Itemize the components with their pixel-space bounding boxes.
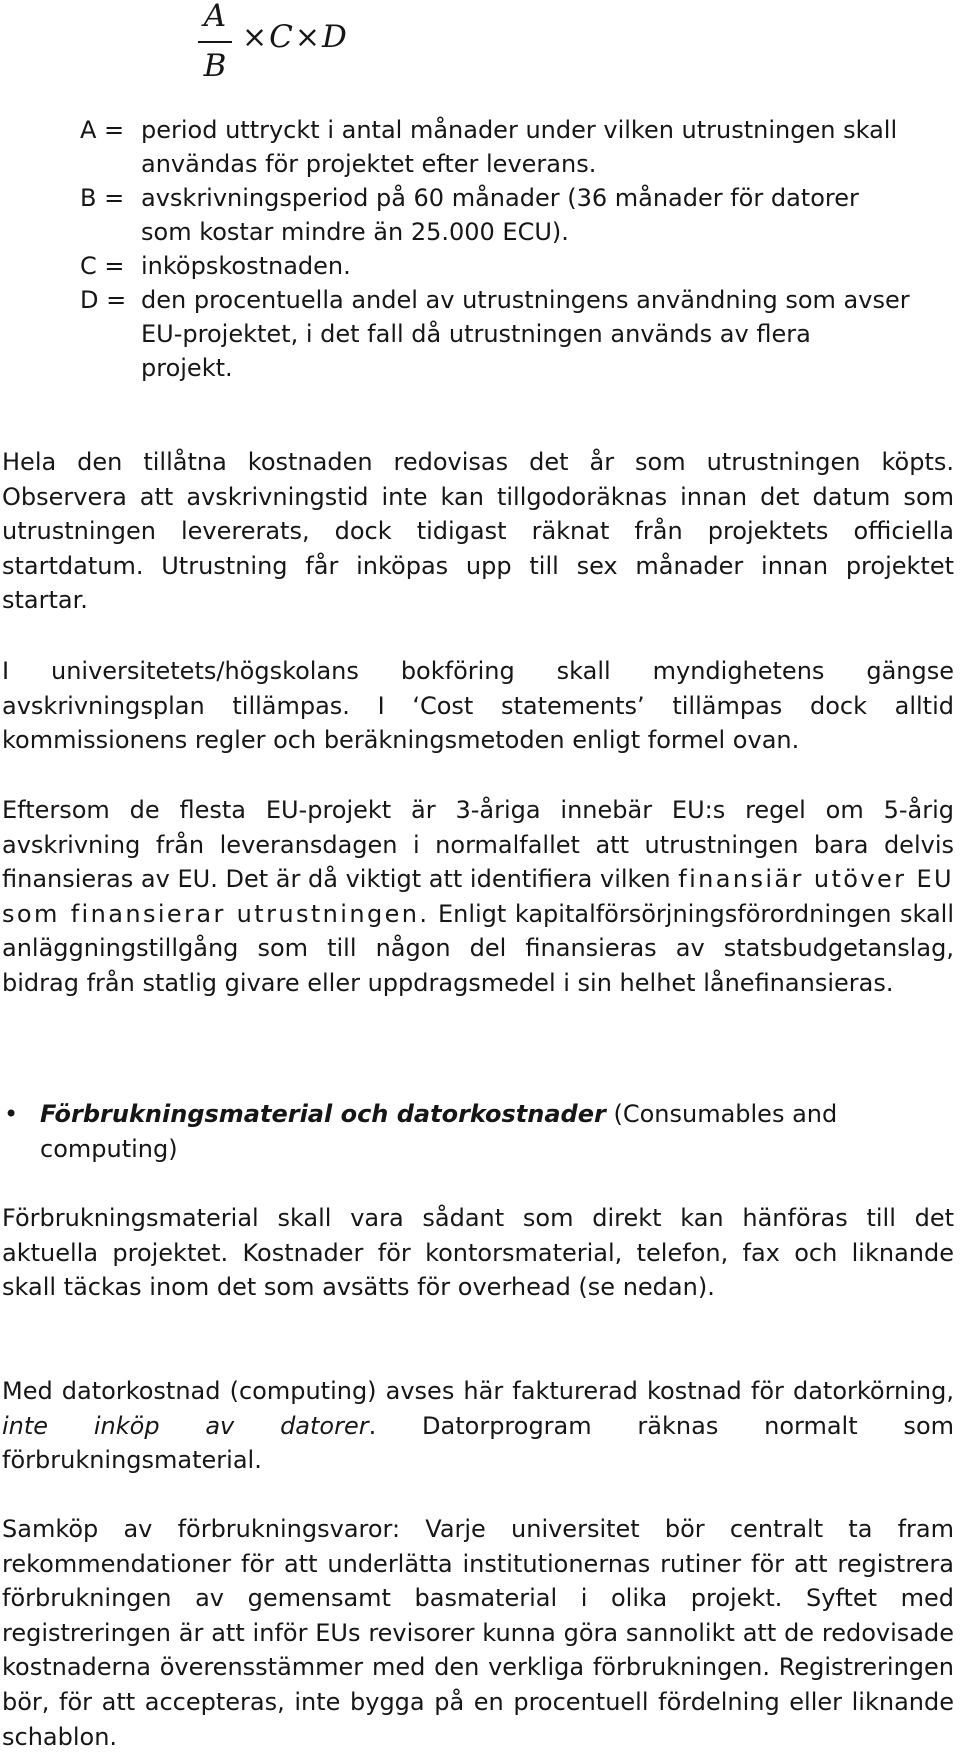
definition-item <box>80 283 910 385</box>
paragraph-accounting: I universitetets/högskolans bokföring skall myndighetens gängse avskrivningsplan tillämpas. I ‘Cost statements’ tillämpas dock alltid kommissionens regler och beräkningsmetoden enligt formel ovan. <box>2 657 954 755</box>
formula-var-c: C <box>269 19 293 55</box>
definition-key: B = <box>80 184 125 212</box>
paragraph-text: Enligt kapitalförsörjningsförordningen skall anläggningstillgång som till någon del finansieras av statsbudgetanslag, bidrag från statlig givare eller uppdragsmedel i sin helhet lånefinansieras. <box>2 899 954 997</box>
definition-text: inköpskostnaden. <box>141 252 351 280</box>
times-sign: × <box>242 20 268 55</box>
definition-text: avskrivningsperiod på 60 månader (36 månader för datorer som kostar mindre än 25.000 ECU). <box>141 184 859 246</box>
definition-item <box>80 249 910 283</box>
definition-item <box>80 113 910 181</box>
paragraph-computing <box>2 1374 954 1478</box>
fraction-bar <box>198 41 232 43</box>
paragraph-text: . Datorprogram räknas normalt som förbrukningsmaterial. <box>2 1411 954 1475</box>
paragraph-financing <box>2 793 954 1001</box>
emphasis-text: inte inköp av datorer <box>2 1411 369 1440</box>
paragraph-text: Med datorkostnad (computing) avses här fakturerad kostnad för datorkörning, <box>2 1377 954 1405</box>
paragraph-text: finansiär utöver EU som finansierar utrustningen. <box>2 865 954 928</box>
paragraph-consumables: Förbrukningsmaterial skall vara sådant som direkt kan hänföras till det aktuella projektet. Kostnader för kontorsmaterial, telefon, fax och liknande skall täckas inom det som avsätts för overhead (se nedan). <box>2 1204 954 1302</box>
bullet-icon: • <box>4 1100 19 1128</box>
paragraph-text: Eftersom de flesta EU-projekt är 3-åriga innebär EU:s regel om 5-årig avskrivning från leveransdagen i normalfallet att utrustningen bara delvis finansieras av EU. Det är då viktigt att identifiera vilken <box>2 796 954 894</box>
paragraph-joint-purchase: Samköp av förbrukningsvaror: Varje universitet bör centralt ta fram rekommendationer för att underlätta institutionernas rutiner för att registrera förbrukningen av gemensamt basmaterial i olika projekt. Syftet med registreringen är att inför EUs revisorer kunna göra sannolikt att de redovisade kostnaderna överensstämmer med den verkliga förbrukningen. Registreringen bör, för att accepteras, inte bygga på en procentuell fördelning eller liknande schablon. <box>2 1515 954 1751</box>
formula-product <box>240 17 347 58</box>
definition-text: period uttryckt i antal månader under vilken utrustningen skall användas för projektet efter leverans. <box>141 116 898 178</box>
formula-denominator: B <box>203 48 227 84</box>
bullet-text <box>2 1097 954 1167</box>
definition-text: den procentuella andel av utrustningens användning som avser EU-projektet, i det fall då utrustningen används av flera projekt. <box>141 286 910 382</box>
definition-key: D = <box>80 286 127 314</box>
definition-key: C = <box>80 252 125 280</box>
formula-var-d: D <box>322 19 347 55</box>
definition-item <box>80 181 910 249</box>
formula-definitions <box>80 113 910 385</box>
formula-numerator: A <box>203 0 227 34</box>
section-title: Förbrukningsmaterial och datorkostnader <box>40 1100 606 1128</box>
section-heading-consumables <box>2 1097 954 1167</box>
definition-key: A = <box>80 116 125 144</box>
section-subtitle: (Consumables and computing) <box>40 1100 838 1163</box>
times-sign: × <box>294 20 321 55</box>
paragraph-purchase-year: Hela den tillåtna kostnaden redovisas det år som utrustningen köpts. Observera att avskrivningstid inte kan tillgodoräknas innan det datum som utrustningen levererats, dock tidigast räknat från projektets officiella startdatum. Utrustning får inköpas upp till sex månader innan projektet startar. <box>2 448 954 615</box>
